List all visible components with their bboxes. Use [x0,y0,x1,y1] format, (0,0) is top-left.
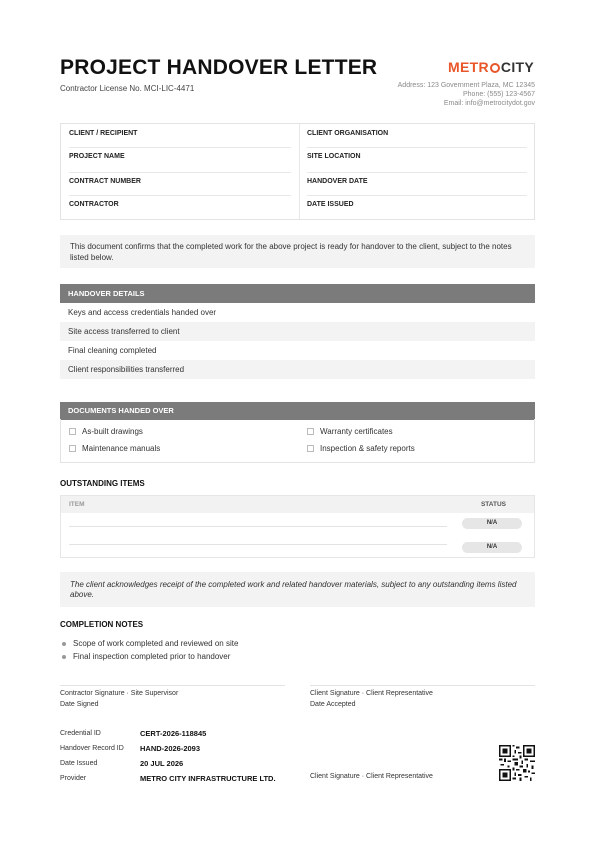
status-badge: N/A [462,542,522,553]
date-issued-value: 20 JUL 2026 [140,759,184,768]
document-item-warranty [307,427,393,437]
field-client-organisation: CLIENT ORGANISATION [307,130,389,137]
document-checkbox[interactable] [307,445,314,452]
document-label: Maintenance manuals [82,444,161,453]
field-handover-date: HANDOVER DATE [307,178,368,185]
info-row-divider [307,172,527,173]
contact-block [398,81,535,108]
provider-value: METRO CITY INFRASTRUCTURE LTD. [140,774,276,783]
field-project-name: PROJECT NAME [69,153,125,160]
client-acknowledgement: The client acknowledges receipt of the completed work and related handover materials, subject to any outstanding items listed above. [60,572,535,607]
field-site-location: SITE LOCATION [307,153,361,160]
completion-note-item: Final inspection completed prior to handover [60,650,238,663]
contractor-date-label: Date Signed [60,701,99,708]
handover-record-value: HAND-2026-2093 [140,744,201,753]
document-item-inspection [307,444,415,454]
contractor-license: Contractor License No. MCI-LIC-4471 [60,84,195,93]
document-item-manuals [69,444,160,454]
metrocity-logo [448,59,534,75]
outstanding-table-header [61,496,534,513]
status-badge: N/A [462,518,522,529]
client-signature-line [310,685,535,686]
document-item-as-built [69,427,143,437]
documents-header: DOCUMENTS HANDED OVER [60,402,535,420]
logo-text-metro: METR [448,59,489,75]
credential-id-value: CERT-2026-118845 [140,729,207,738]
outstanding-items-table [60,495,535,558]
field-contractor: CONTRACTOR [69,201,119,208]
logo-ring-icon [490,63,500,73]
client-signature-label-secondary: Client Signature · Client Representative [310,773,433,780]
info-row-divider [69,195,291,196]
document-checkbox[interactable] [307,428,314,435]
info-column-divider [299,124,300,219]
handover-detail-item: Final cleaning completed [68,346,157,355]
logo-text-city: CITY [500,59,534,75]
document-checkbox[interactable] [69,428,76,435]
handover-detail-item: Client responsibilities transferred [60,360,535,379]
completion-note-item: Scope of work completed and reviewed on site [60,637,238,650]
outstanding-items-heading: OUTSTANDING ITEMS [60,479,145,488]
info-row-divider [307,195,527,196]
column-header-status: STATUS [480,501,506,508]
handover-detail-item: Keys and access credentials handed over [68,308,217,317]
client-date-label: Date Accepted [310,701,356,708]
contact-email: Email: info@metrocitydot.gov [443,100,535,107]
field-date-issued: DATE ISSUED [307,201,354,208]
intro-statement: This document confirms that the completed work for the above project is ready for handover to the client, subject to the notes listed below. [60,235,535,268]
document-label: As-built drawings [82,427,143,436]
document-checkbox[interactable] [69,445,76,452]
credential-id-label: Credential ID [60,730,101,737]
outstanding-item-line [69,526,447,527]
documents-checklist [60,419,535,463]
outstanding-item-line [69,544,447,545]
date-issued-label: Date Issued [60,760,98,767]
contact-address: Address: 123 Government Plaza, MC 12345 [397,82,535,89]
project-info-table [60,123,535,220]
document-title: PROJECT HANDOVER LETTER [60,56,378,79]
column-header-item: ITEM [69,501,85,508]
document-label: Warranty certificates [320,427,393,436]
contact-phone: Phone: (555) 123-4567 [463,91,535,98]
info-row-divider [69,172,291,173]
handover-details-header: HANDOVER DETAILS [60,284,535,303]
provider-label: Provider [60,775,87,782]
document-label: Inspection & safety reports [320,444,415,453]
client-signature-label: Client Signature · Client Representative [310,690,433,697]
field-client-recipient: CLIENT / RECIPIENT [69,130,138,137]
completion-notes-list [60,637,238,663]
handover-detail-item: Site access transferred to client [60,322,535,341]
contractor-signature-line [60,685,285,686]
contractor-signature-label: Contractor Signature · Site Supervisor [60,690,179,697]
completion-notes-heading: COMPLETION NOTES [60,620,144,629]
field-contract-number: CONTRACT NUMBER [69,178,141,185]
info-row-divider [307,147,527,148]
info-row-divider [69,147,291,148]
handover-record-label: Handover Record ID [60,745,124,752]
qr-code-icon [499,745,535,781]
